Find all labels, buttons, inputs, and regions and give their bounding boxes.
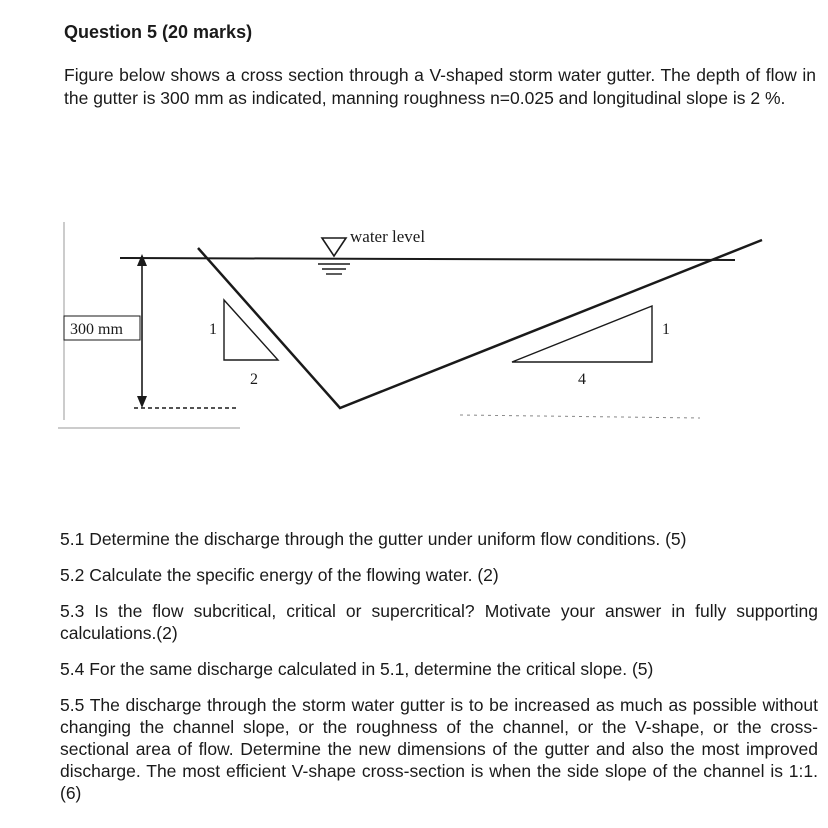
question-title: Question 5 (20 marks): [64, 22, 253, 42]
right-slope-triangle: [512, 306, 652, 362]
sub-question-5-2: 5.2 Calculate the specific energy of the flowing water. (2): [60, 565, 499, 585]
depth-arrow-top: [137, 254, 147, 266]
water-level-symbol: [322, 238, 346, 256]
depth-arrow-bottom: [137, 396, 147, 408]
sub-question-5-3: 5.3 Is the flow subcritical, critical or supercritical? Motivate your answer in fully supporting calculations.(2): [60, 601, 818, 643]
depth-label: 300 mm: [70, 321, 123, 338]
left-slope-run-label: 2: [250, 371, 258, 388]
left-slope-rise-label: 1: [209, 321, 217, 338]
sub-question-5-4: 5.4 For the same discharge calculated in 5.1, determine the critical slope. (5): [60, 659, 654, 679]
sub-questions: [60, 528, 818, 816]
water-surface-line: [120, 258, 735, 260]
channel-bottom-dashed: [460, 415, 700, 418]
sub-question-5-1: 5.1 Determine the discharge through the gutter under uniform flow conditions. (5): [60, 529, 687, 549]
right-slope-run-label: 4: [578, 371, 586, 388]
right-slope-rise-label: 1: [662, 321, 670, 338]
question-intro: Figure below shows a cross section through a V-shaped storm water gutter. The depth of flow in the gutter is 300 mm as indicated, manning roughness n=0.025 and longitudinal slope is 2 %.: [64, 65, 816, 108]
gutter-cross-section-figure: [0, 200, 828, 460]
v-gutter-profile: [198, 240, 762, 408]
water-level-label: water level: [350, 227, 426, 246]
sub-question-5-5: 5.5 The discharge through the storm water gutter is to be increased as much as possible without changing the channel slope, or the roughness of the channel, or the V-shape, or the cross-sectional area of flow. Determine the new dimensions of the gutter and also the most improved discharge. The most efficient V-shape cross-section is when the side slope of the channel is 1:1.(6): [60, 695, 818, 803]
